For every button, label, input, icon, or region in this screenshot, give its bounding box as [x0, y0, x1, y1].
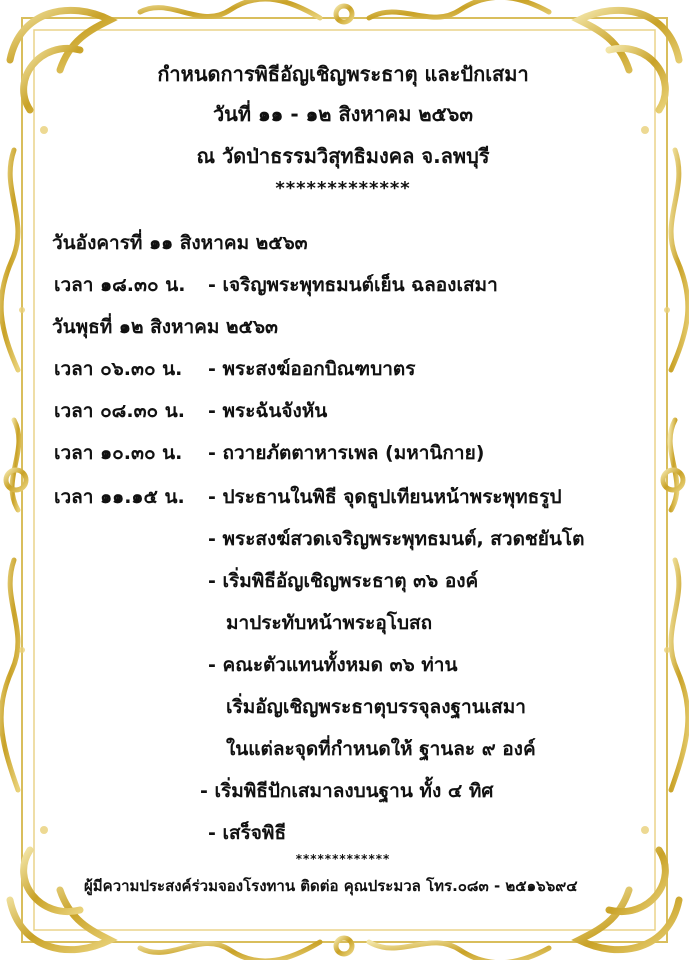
schedule-activity: - พระสงฆ์ออกบิณฑบาตร	[208, 358, 416, 380]
schedule-activity: - พระฉันจังหัน	[208, 400, 328, 422]
sub-activity: - พระสงฆ์สวดเจริญพระพุทธมนต์, สวดชยันโต	[208, 528, 585, 550]
schedule-time: เวลา ๐๖.๓๐ น.	[54, 358, 183, 380]
ceremony-location: ณ วัดป่าธรรมวิสุทธิมงคล จ.ลพบุรี	[196, 144, 490, 168]
sub-activity: มาประทับหน้าพระอุโบสถ	[226, 612, 433, 634]
schedule-activity: - ประธานในพิธี จุดธูปเทียนหน้าพระพุทธรูป	[208, 486, 562, 508]
sub-activity: - เสร็จพิธี	[208, 822, 287, 844]
schedule-time: เวลา ๐๘.๓๐ น.	[54, 400, 185, 422]
ceremony-title: กำหนดการพิธีอัญเชิญพระธาตุ และปักเสมา	[157, 62, 529, 86]
schedule-time: เวลา ๑๑.๑๕ น.	[54, 486, 185, 508]
sub-activity: - เริ่มพิธีปักเสมาลงบนฐาน ทั้ง ๔ ทิศ	[200, 780, 494, 802]
footer-divider: *************	[295, 852, 391, 866]
schedule-time: เวลา ๑๐.๓๐ น.	[54, 442, 183, 464]
sub-activity: - เริ่มพิธีอัญเชิญพระธาตุ ๓๖ องค์	[208, 570, 479, 592]
header-divider: *************	[275, 178, 411, 199]
sub-activity: ในแต่ละจุดที่กำหนดให้ ฐานละ ๙ องค์	[226, 738, 536, 760]
day1-heading: วันอังคารที่ ๑๑ สิงหาคม ๒๕๖๓	[52, 232, 308, 254]
schedule-activity: - ถวายภัตตาหารเพล (มหานิกาย)	[208, 442, 485, 464]
schedule-activity: - เจริญพระพุทธมนต์เย็น ฉลองเสมา	[208, 274, 498, 296]
sub-activity: เริ่มอัญเชิญพระธาตุบรรจุลงฐานเสมา	[226, 696, 526, 718]
contact-note: ผู้มีความประสงค์ร่วมจองโรงทาน ติดต่อ คุณประมวล โทร.๐๘๓ - ๒๕๑๖๖๙๔	[84, 877, 578, 895]
sub-activity: - คณะตัวแทนทั้งหมด ๓๖ ท่าน	[208, 654, 458, 676]
day2-heading: วันพุธที่ ๑๒ สิงหาคม ๒๕๖๓	[52, 316, 278, 338]
ceremony-dates: วันที่ ๑๑ - ๑๒ สิงหาคม ๒๕๖๓	[212, 102, 474, 126]
schedule-content	[48, 0, 648, 960]
schedule-time: เวลา ๑๘.๓๐ น.	[54, 274, 186, 296]
